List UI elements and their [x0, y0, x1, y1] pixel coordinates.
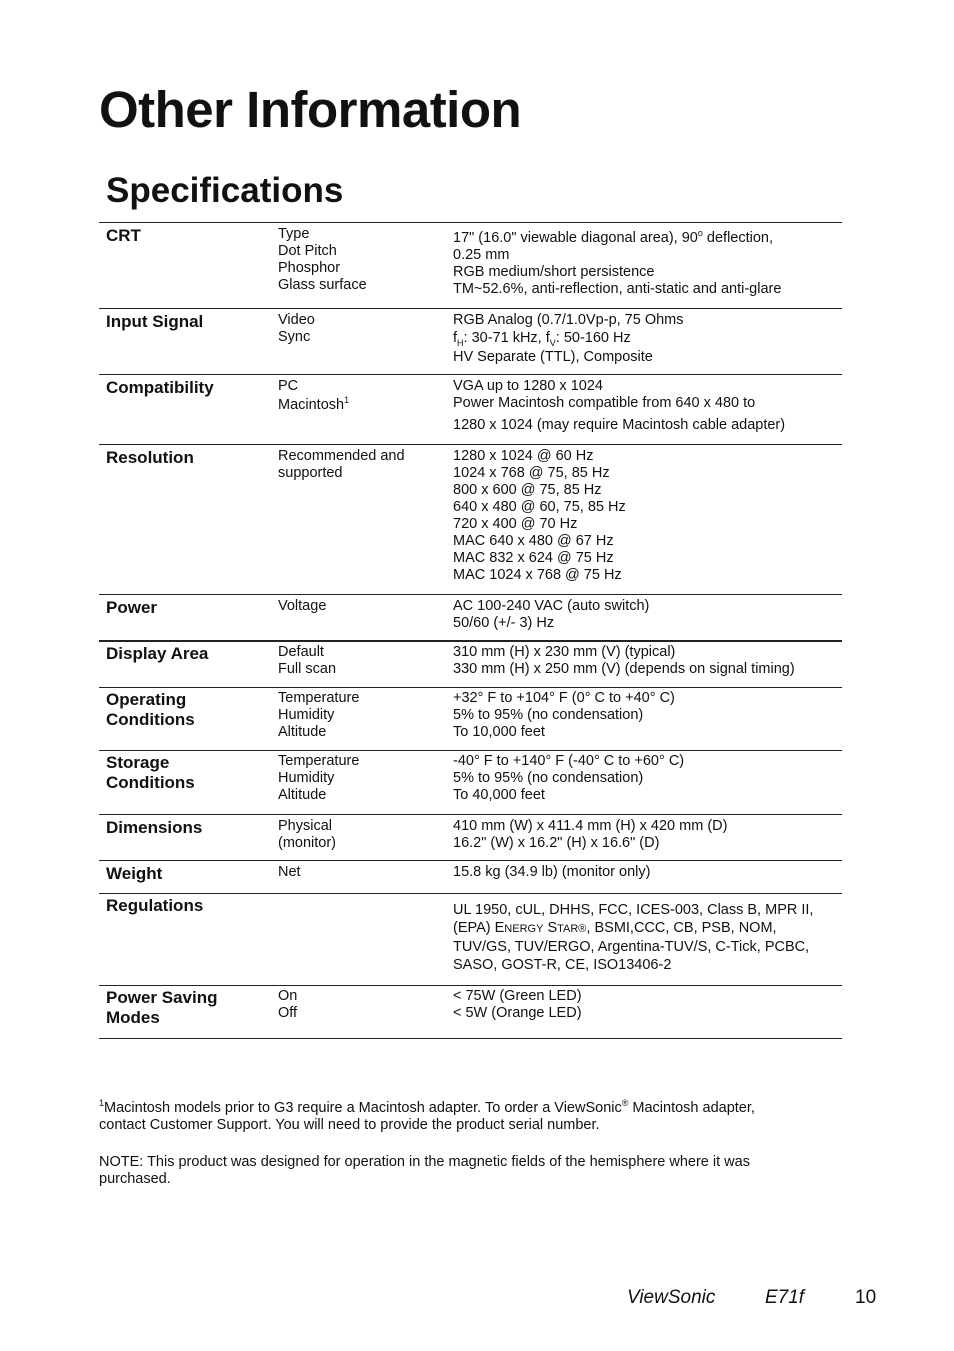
spec-value: UL 1950, cUL, DHHS, FCC, ICES-003, Class B, MPR II, [453, 902, 814, 918]
spec-labels [278, 644, 336, 678]
spec-values [453, 902, 853, 974]
spec-label: On [278, 988, 298, 1004]
spec-value: VGA up to 1280 x 1024 [453, 378, 603, 394]
spec-value: (EPA) ENERGY STAR®, BSMI,CCC, CB, PSB, NOM, [453, 920, 777, 936]
spec-label: Humidity [278, 770, 335, 786]
spec-label: Full scan [278, 661, 337, 677]
spec-value: 800 x 600 @ 75, 85 Hz [453, 482, 602, 498]
spec-value: MAC 832 x 624 @ 75 Hz [453, 550, 614, 566]
spec-value: MAC 1024 x 768 @ 75 Hz [453, 567, 622, 583]
spec-row-compatibility [99, 374, 842, 444]
spec-label: Macintosh$^1$ [278, 395, 350, 413]
spec-row-resolution [99, 444, 842, 594]
spec-labels [278, 818, 336, 852]
spec-label: Glass surface [278, 277, 367, 293]
spec-values [453, 312, 853, 366]
spec-value: 17" (16.0" viewable diagonal area), 90$^o$ deflection, [453, 228, 774, 246]
spec-labels [278, 864, 301, 881]
spec-values [453, 988, 853, 1022]
spec-label: Altitude [278, 787, 327, 803]
spec-values [453, 598, 853, 632]
spec-values [453, 448, 853, 584]
spec-category: Compatibility [106, 378, 214, 397]
spec-value: 15.8 kg (34.9 lb) (monitor only) [453, 864, 651, 880]
footer-model: E71f [765, 1287, 805, 1308]
spec-category: CRT [106, 226, 141, 245]
spec-value: 1280 x 1024 (may require Macintosh cable adapter) [453, 417, 786, 433]
spec-value: RGB medium/short persistence [453, 264, 655, 280]
spec-value: To 10,000 feet [453, 724, 545, 740]
spec-labels [278, 378, 349, 414]
spec-values [453, 818, 853, 852]
spec-value: +32° F to +104° F (0° C to +40° C) [453, 690, 675, 706]
spec-label: Net [278, 864, 301, 880]
spec-label: Voltage [278, 598, 327, 614]
section-title: Specifications [106, 171, 344, 210]
spec-labels [278, 226, 367, 294]
spec-labels [278, 448, 405, 482]
spec-label: Humidity [278, 707, 335, 723]
spec-value: SASO, GOST-R, CE, ISO13406-2 [453, 957, 672, 973]
spec-value: Power Macintosh compatible from 640 x 480 to [453, 395, 756, 411]
spec-label: Off [278, 1005, 298, 1021]
spec-labels [278, 598, 326, 615]
spec-value: 640 x 480 @ 60, 75, 85 Hz [453, 499, 626, 515]
spec-values [453, 690, 853, 741]
spec-values [453, 864, 853, 881]
spec-labels [278, 690, 359, 741]
spec-label: PC [278, 378, 299, 394]
page-title: Other Information [99, 81, 522, 138]
spec-label: (monitor) [278, 835, 337, 851]
spec-labels [278, 753, 359, 804]
spec-value: 720 x 400 @ 70 Hz [453, 516, 578, 532]
spec-category: Dimensions [106, 818, 203, 837]
spec-category: Power [106, 598, 158, 617]
spec-label: Recommended and [278, 448, 405, 464]
spec-label: Type [278, 226, 310, 242]
spec-value: MAC 640 x 480 @ 67 Hz [453, 533, 614, 549]
spec-category: Operating Conditions [106, 690, 195, 729]
footnote-macintosh: $^1$Macintosh models prior to G3 require a Macintosh adapter. To order a ViewSonic® Macintosh adapter, contact Customer Support. You will need to provide the product serial number. [99, 1098, 755, 1133]
spec-value: 410 mm (W) x 411.4 mm (H) x 420 mm (D) [453, 818, 728, 834]
spec-value: 1024 x 768 @ 75, 85 Hz [453, 465, 610, 481]
spec-value: TM~52.6%, anti-reflection, anti-static and anti-glare [453, 281, 782, 297]
spec-category: Display Area [106, 644, 209, 663]
spec-values [453, 753, 853, 804]
spec-value: AC 100-240 VAC (auto switch) [453, 598, 650, 614]
spec-label: Temperature [278, 753, 360, 769]
spec-label: supported [278, 465, 343, 481]
spec-label: Physical [278, 818, 332, 834]
spec-value: To 40,000 feet [453, 787, 545, 803]
spec-values [453, 378, 853, 434]
spec-value: 5% to 95% (no condensation) [453, 770, 644, 786]
spec-label: Dot Pitch [278, 243, 337, 259]
spec-label: Video [278, 312, 315, 328]
spec-value: RGB Analog (0.7/1.0Vp-p, 75 Ohms [453, 312, 684, 328]
spec-category: Storage Conditions [106, 753, 195, 792]
spec-row-power-saving-modes [99, 985, 842, 1038]
spec-category: Regulations [106, 896, 204, 915]
spec-value: 16.2" (W) x 16.2" (H) x 16.6" (D) [453, 835, 660, 851]
spec-category: Input Signal [106, 312, 204, 331]
spec-row-operating-conditions [99, 687, 842, 750]
spec-labels [278, 312, 315, 346]
spec-label: Phosphor [278, 260, 341, 276]
spec-value: HV Separate (TTL), Composite [453, 349, 653, 365]
spec-category: Resolution [106, 448, 194, 467]
spec-value: 0.25 mm [453, 247, 510, 263]
note-magnetic-fields: NOTE: This product was designed for operation in the magnetic fields of the hemisphere where it was purchased. [99, 1154, 750, 1187]
spec-value: 330 mm (H) x 250 mm (V) (depends on signal timing) [453, 661, 795, 677]
spec-category: Weight [106, 864, 163, 883]
spec-row-power [99, 594, 842, 640]
spec-row-crt [99, 222, 842, 308]
spec-value: < 75W (Green LED) [453, 988, 582, 1004]
spec-value: TUV/GS, TUV/ERGO, Argentina-TUV/S, C-Tick, PCBC, [453, 939, 810, 955]
spec-row-input-signal [99, 308, 842, 374]
footer-brand: ViewSonic [627, 1287, 716, 1308]
spec-row-display-area [99, 640, 842, 687]
table-bottom-rule [99, 1038, 842, 1039]
spec-value: 50/60 (+/- 3) Hz [453, 615, 555, 631]
spec-labels [278, 988, 297, 1022]
spec-row-weight [99, 860, 842, 893]
footer-page-number: 10 [855, 1287, 877, 1308]
spec-value: -40° F to +140° F (-40° C to +60° C) [453, 753, 685, 769]
spec-label: Sync [278, 329, 311, 345]
spec-value: $f_H$: 30-71 kHz, $f_V$: 50-160 Hz [453, 330, 631, 348]
spec-value: 1280 x 1024 @ 60 Hz [453, 448, 594, 464]
spec-values [453, 644, 853, 678]
spec-label: Temperature [278, 690, 360, 706]
spec-value: 310 mm (H) x 230 mm (V) (typical) [453, 644, 676, 660]
spec-label: Default [278, 644, 324, 660]
spec-category: Power Saving Modes [106, 988, 218, 1027]
spec-row-regulations [99, 893, 842, 985]
spec-row-dimensions [99, 814, 842, 860]
spec-row-storage-conditions [99, 750, 842, 814]
spec-values [453, 230, 853, 298]
specifications-table [99, 222, 842, 1038]
spec-value: 5% to 95% (no condensation) [453, 707, 644, 723]
spec-value: < 5W (Orange LED) [453, 1005, 582, 1021]
spec-label: Altitude [278, 724, 327, 740]
